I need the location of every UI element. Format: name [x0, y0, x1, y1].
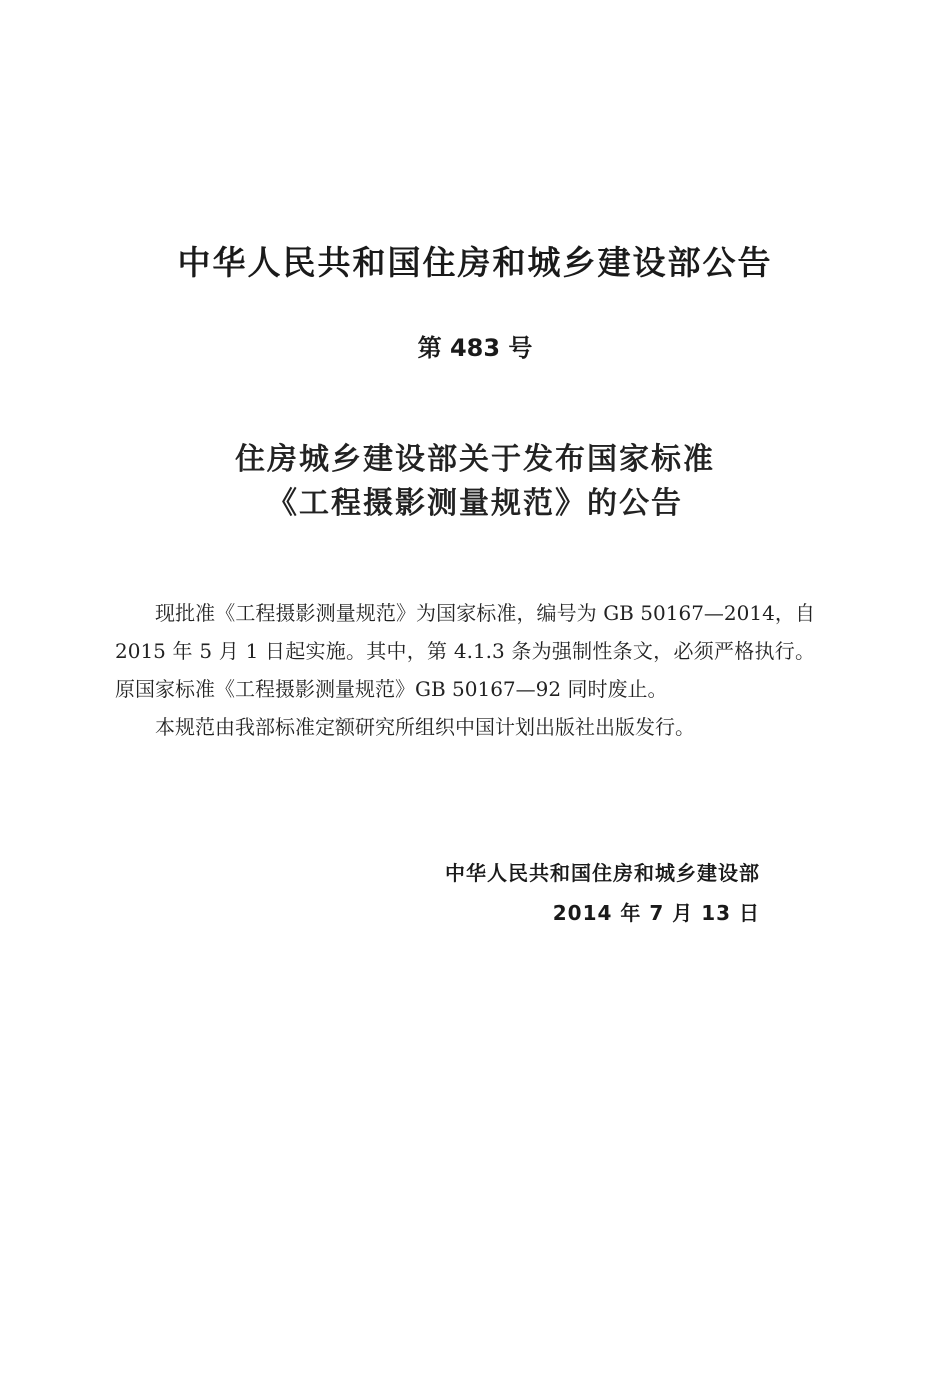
- signature-organization: 中华人民共和国住房和城乡建设部: [445, 861, 760, 885]
- signature-date: 2014 年 7 月 13 日: [552, 901, 760, 925]
- notice-number: 第 483 号: [417, 334, 533, 362]
- notice-subtitle-line-2: 《工程摄影测量规范》的公告: [267, 486, 683, 521]
- body-paragraph-approval: 现批准《工程摄影测量规范》为国家标准，编号为 GB 50167—2014，自 2015 年 5 月 1 日起实施。其中，第 4.1.3 条为强制性条文，必须严格执行。原国家标准《工程摄影测量规范》GB 50167—92 同时废止。: [115, 601, 815, 701]
- notice-body: [115, 594, 815, 746]
- notice-subtitle-line-1: 住房城乡建设部关于发布国家标准: [235, 442, 715, 477]
- signature-block: [380, 858, 760, 928]
- body-paragraph-publication: 本规范由我部标准定额研究所组织中国计划出版社出版发行。: [155, 715, 695, 739]
- ministry-announcement-title: 中华人民共和国住房和城乡建设部公告: [177, 243, 773, 282]
